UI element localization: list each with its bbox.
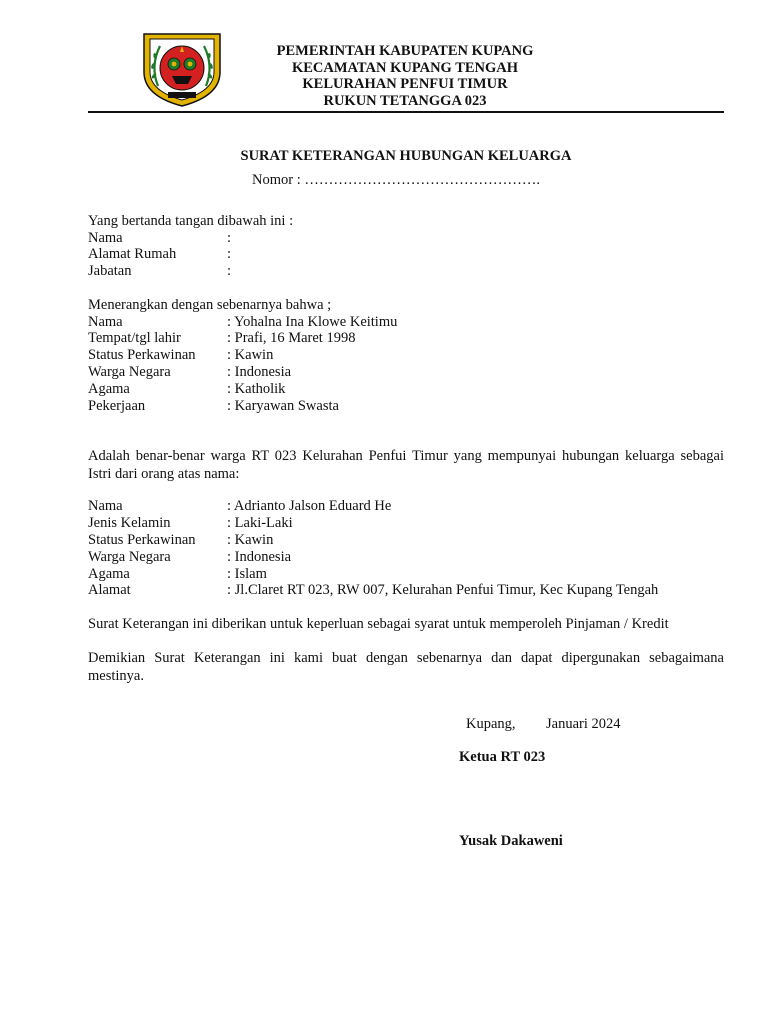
subject-marital-row: [88, 347, 724, 364]
field-label: Alamat Rumah: [88, 246, 177, 262]
field-label: Pekerjaan: [88, 398, 146, 414]
closing-paragraph: Demikian Surat Keterangan ini kami buat dengan sebenarnya dan dapat dipergunakan sebagaimana mestinya.: [88, 650, 724, 684]
signer-position-row: [88, 263, 724, 280]
field-value: : Yohalna Ina Klowe Keitimu: [227, 314, 398, 330]
field-value: : Adrianto Jalson Eduard He: [227, 498, 392, 514]
subject-occupation-row: [88, 398, 724, 415]
emblem-year-label: 1958: [174, 92, 186, 98]
field-label: Nama: [88, 230, 123, 246]
letterhead-village: KELURAHAN PENFUI TIMUR: [302, 76, 508, 92]
field-label: Warga Negara: [88, 549, 171, 565]
field-label: Alamat: [88, 582, 131, 598]
field-colon: :: [227, 246, 232, 262]
relative-marital-row: [88, 532, 724, 549]
relative-religion-row: [88, 566, 724, 583]
subject-intro: Menerangkan dengan sebenarnya bahwa ;: [88, 297, 332, 313]
field-label: Agama: [88, 566, 130, 582]
signer-intro: Yang bertanda tangan dibawah ini :: [88, 213, 294, 229]
signature-name: Yusak Dakaweni: [459, 833, 563, 849]
relative-address-row: [88, 582, 724, 599]
signer-name-row: [88, 230, 724, 247]
signature-place: Kupang,: [466, 716, 516, 732]
subject-citizenship-row: [88, 364, 724, 381]
field-label: Jabatan: [88, 263, 132, 279]
field-value: : Jl.Claret RT 023, RW 007, Kelurahan Penfui Timur, Kec Kupang Tengah: [227, 582, 659, 598]
field-colon: :: [227, 263, 232, 279]
field-label: Nama: [88, 498, 123, 514]
field-label: Status Perkawinan: [88, 347, 196, 363]
document-number: Nomor : ………………………………………….: [252, 172, 540, 188]
field-label: Tempat/tgl lahir: [88, 330, 181, 346]
field-value: : Katholik: [227, 381, 286, 397]
field-value: : Karyawan Swasta: [227, 398, 339, 414]
signature-position: Ketua RT 023: [459, 749, 546, 765]
relative-gender-row: [88, 515, 724, 532]
field-label: Agama: [88, 381, 130, 397]
letterhead-divider: [88, 111, 724, 113]
letterhead-regency: PEMERINTAH KABUPATEN KUPANG: [276, 43, 534, 59]
field-label: Warga Negara: [88, 364, 171, 380]
field-label: Jenis Kelamin: [88, 515, 171, 531]
field-value: : Prafi, 16 Maret 1998: [227, 330, 356, 346]
subject-name-row: [88, 314, 724, 331]
field-value: : Islam: [227, 566, 267, 582]
field-colon: :: [227, 230, 232, 246]
relative-citizenship-row: [88, 549, 724, 566]
signer-address-row: [88, 246, 724, 263]
field-value: : Kawin: [227, 347, 274, 363]
field-label: Nama: [88, 314, 123, 330]
subject-birth-row: [88, 330, 724, 347]
statement-paragraph: Adalah benar-benar warga RT 023 Kelurahan Penfui Timur yang mempunyai hubungan keluarga sebagai Istri dari orang atas nama:: [88, 448, 724, 482]
letterhead-district: KECAMATAN KUPANG TENGAH: [291, 59, 519, 76]
purpose-paragraph: Surat Keterangan ini diberikan untuk keperluan sebagai syarat untuk memperoleh Pinjaman / Kredit: [88, 616, 669, 632]
document-title: SURAT KETERANGAN HUBUNGAN KELUARGA: [240, 148, 572, 164]
field-value: : Indonesia: [227, 549, 292, 565]
letterhead: [200, 43, 610, 109]
field-value: : Kawin: [227, 532, 274, 548]
field-value: : Laki-Laki: [227, 515, 293, 531]
field-value: : Indonesia: [227, 364, 292, 380]
relative-name-row: [88, 498, 724, 515]
subject-religion-row: [88, 381, 724, 398]
signature-date: Januari 2024: [546, 716, 621, 732]
letterhead-rt: RUKUN TETANGGA 023: [323, 92, 487, 109]
field-label: Status Perkawinan: [88, 532, 196, 548]
